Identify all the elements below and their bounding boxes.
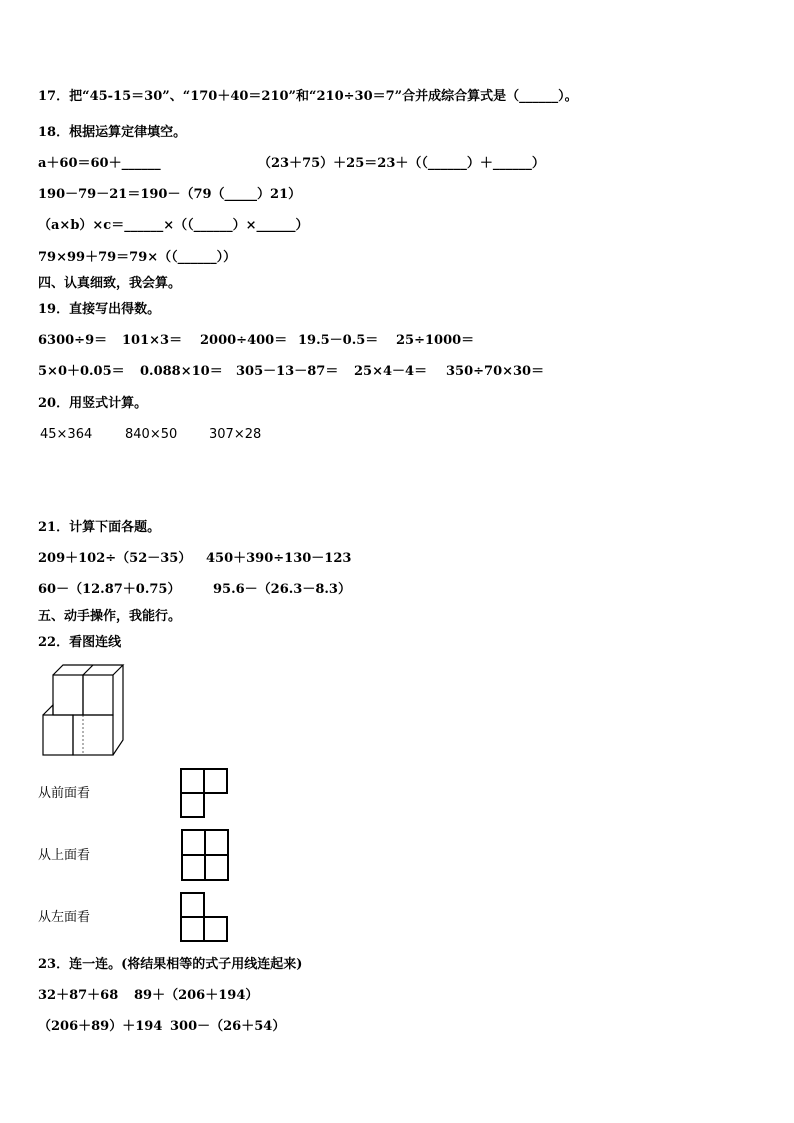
q23-expr: （206＋89）＋194 [38,1019,163,1034]
q19-item: 305－13－87＝ [236,364,339,379]
q19-item: 350÷70×30＝ [446,364,545,379]
q21-item: 95.6－（26.3－8.3） [213,582,351,597]
cube-stack-figure [38,660,132,760]
q21-item: 209＋102÷（52－35） [38,551,192,566]
q21-title: 21．计算下面各题。 [38,520,161,535]
front-view-label: 从前面看 [38,786,91,801]
q17-text: 17．把“45-15＝30”、“170＋40＝210”和“210÷30＝7”合并成综合算式是（______）。 [38,89,578,104]
q19-item: 25×4－4＝ [354,364,428,379]
q18-line3: （a×b）×c＝______×（（______）×______） [38,218,309,233]
q18-title: 18．根据运算定律填空。 [38,125,187,140]
q18-line2: 190－79－21＝190－（79（_____）21） [38,187,302,202]
q18-line1-right: （23＋75）＋25＝23＋（（______）＋______） [258,156,545,171]
section-4-heading: 四、认真细致，我会算。 [38,276,182,291]
q20-item: 307×28 [209,427,262,442]
section-5-heading: 五、动手操作，我能行。 [38,609,182,624]
q21-item: 60－（12.87＋0.75） [38,582,181,597]
q23-expr: 89＋（206＋194） [134,988,259,1003]
q19-title: 19．直接写出得数。 [38,302,161,317]
top-view-label: 从上面看 [38,848,91,863]
q20-item: 45×364 [40,427,93,442]
q19-item: 0.088×10＝ [140,364,223,379]
q22-title: 22．看图连线 [38,635,122,650]
q18-line1-left: a＋60＝60＋______ [38,156,161,171]
q19-item: 6300÷9＝ [38,333,108,348]
q23-expr: 300－（26＋54） [170,1019,286,1034]
left-view-label: 从左面看 [38,910,91,925]
q21-item: 450＋390÷130－123 [206,551,352,566]
q19-item: 101×3＝ [122,333,183,348]
q23-title: 23．连一连。(将结果相等的式子用线连起来) [38,957,303,972]
q20-title: 20．用竖式计算。 [38,396,148,411]
q19-item: 2000÷400＝ [200,333,288,348]
view-shape-l-top [178,766,230,822]
q19-item: 25÷1000＝ [396,333,475,348]
q19-item: 5×0＋0.05＝ [38,364,125,379]
view-shape-l-bottom [178,890,230,946]
view-shape-square [178,827,232,885]
q20-item: 840×50 [125,427,178,442]
q19-item: 19.5－0.5＝ [298,333,379,348]
q23-expr: 32＋87＋68 [38,988,119,1003]
q18-line4: 79×99＋79＝79×（（______）） [38,250,237,265]
